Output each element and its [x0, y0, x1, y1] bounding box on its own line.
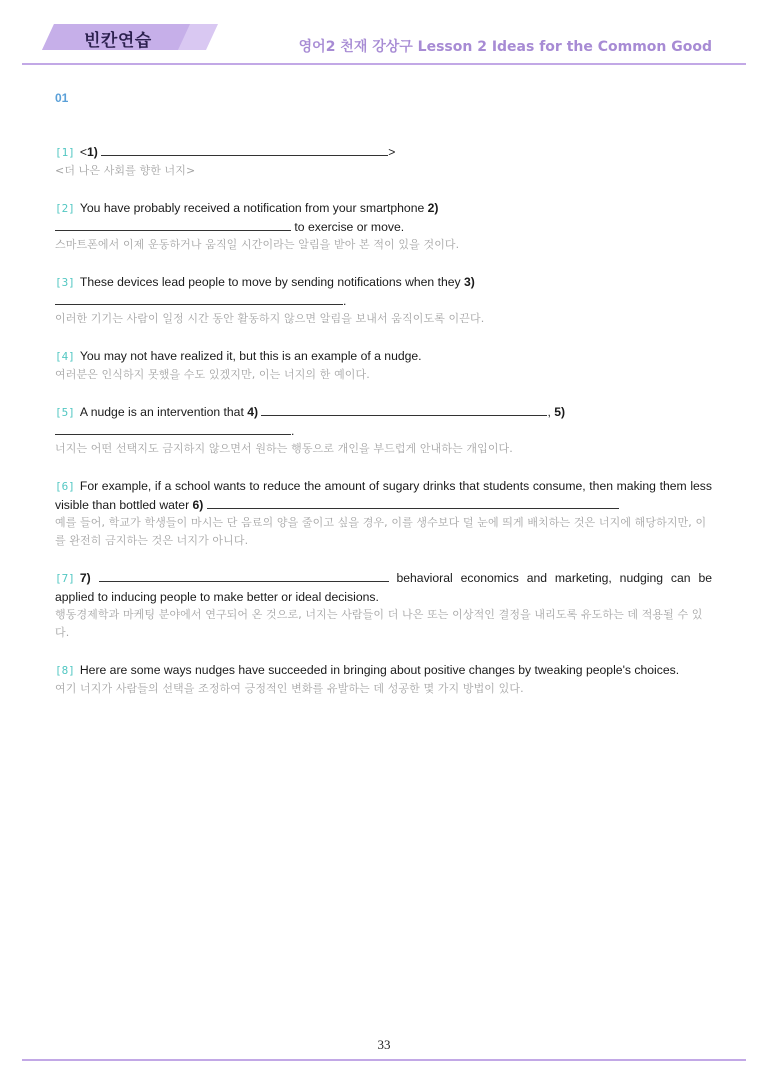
blank-label: 2)	[427, 201, 439, 215]
korean-translation: 여러분은 인식하지 못했을 수도 있겠지만, 이는 너지의 한 예이다.	[55, 368, 370, 381]
sentence-text: to exercise or move.	[294, 220, 405, 234]
sentence-text: ,	[547, 405, 551, 419]
item-number: [8]	[55, 664, 75, 677]
korean-translation: 행동경제학과 마케팅 분야에서 연구되어 온 것으로, 너지는 사람들이 더 나은 또는 이상적인 결정을 내리도록 유도하는 데 적용될 수 있다.	[55, 608, 703, 639]
blank-line[interactable]	[101, 143, 388, 156]
english-sentence	[55, 477, 712, 514]
blank-label: 4)	[247, 405, 259, 419]
blank-label: 6)	[192, 498, 204, 512]
blank-line[interactable]	[55, 422, 291, 435]
sentence-text: <	[79, 145, 87, 159]
sentence-text: .	[291, 424, 295, 438]
exercise-item	[55, 273, 712, 328]
blank-label: 1)	[87, 145, 98, 159]
item-number: [6]	[55, 480, 75, 493]
english-sentence	[55, 199, 712, 236]
sentence-text: These devices lead people to move by sending notifications when they	[79, 275, 461, 289]
exercise-item	[55, 143, 712, 180]
exercise-item	[55, 569, 712, 642]
korean-translation: 여기 너지가 사람들의 선택을 조정하여 긍정적인 변화를 유발하는 데 성공한 몇 가지 방법이 있다.	[55, 682, 524, 695]
exercise-item	[55, 661, 712, 698]
korean-translation: 너지는 어떤 선택지도 금지하지 않으면서 원하는 행동으로 개인을 부드럽게 안내하는 개입이다.	[55, 442, 513, 455]
sentence-text: You may not have realized it, but this is an example of a nudge.	[79, 349, 422, 363]
sentence-text: A nudge is an intervention that	[79, 405, 244, 419]
item-number: [2]	[55, 202, 75, 215]
blank-line[interactable]	[261, 403, 547, 416]
question-number: 01	[55, 91, 69, 105]
section-badge	[40, 22, 220, 52]
blank-line[interactable]	[207, 496, 619, 509]
header-divider	[22, 63, 746, 65]
sentence-text: You have probably received a notification from your smartphone	[79, 201, 425, 215]
item-number: [1]	[55, 146, 75, 159]
exercise-item	[55, 403, 712, 458]
english-sentence	[55, 569, 712, 606]
blank-label: 5)	[554, 405, 566, 419]
sentence-text: .	[343, 294, 347, 308]
blank-label: 3)	[464, 275, 475, 289]
english-sentence	[55, 143, 712, 162]
exercise-item	[55, 347, 712, 384]
sentence-text: Here are some ways nudges have succeeded in bringing about positive changes by tweaking people's choices.	[79, 663, 680, 677]
english-sentence	[55, 403, 712, 440]
item-number: [5]	[55, 406, 75, 419]
item-number: [4]	[55, 350, 75, 363]
exercise-item	[55, 199, 712, 254]
korean-translation: 스마트폰에서 이제 운동하거나 움직일 시간이라는 알림을 받아 본 적이 있을 것이다.	[55, 238, 460, 251]
sentence-text: >	[388, 145, 396, 159]
english-sentence	[55, 347, 712, 366]
blank-line[interactable]	[99, 569, 389, 582]
english-sentence	[55, 661, 712, 680]
page-number: 33	[377, 1037, 391, 1052]
sentence-text: behavioral economics and marketing, nudging can be applied to inducing people to make better or ideal decisions.	[55, 571, 712, 604]
english-sentence	[55, 273, 712, 310]
exercise-item	[55, 477, 712, 550]
sentence-text: For example, if a school wants to reduce the amount of sugary drinks that students consume, then making them less visible than bottled water	[55, 479, 712, 512]
item-number: [7]	[55, 572, 75, 585]
blank-line[interactable]	[55, 218, 291, 231]
korean-translation: <더 나은 사회를 향한 너지>	[55, 164, 196, 177]
korean-translation: 이러한 기기는 사람이 일정 시간 동안 활동하지 않으면 알림을 보내서 움직이도록 이끈다.	[55, 312, 485, 325]
header-title: 영어2 천재 강상구 Lesson 2 Ideas for the Common Good	[298, 39, 712, 55]
blank-label: 7)	[79, 571, 91, 585]
item-number: [3]	[55, 276, 75, 289]
exercise-content	[55, 143, 712, 717]
badge-label: 빈칸연습	[84, 31, 152, 51]
blank-line[interactable]	[55, 292, 343, 305]
korean-translation: 예를 들어, 학교가 학생들이 마시는 단 음료의 양을 줄이고 싶을 경우, 이를 생수보다 덜 눈에 띄게 배치하는 것은 너지에 해당하지만, 이를 완전히 금지하는 것은 너지가 아니다.	[55, 516, 707, 547]
footer-divider	[22, 1059, 746, 1061]
